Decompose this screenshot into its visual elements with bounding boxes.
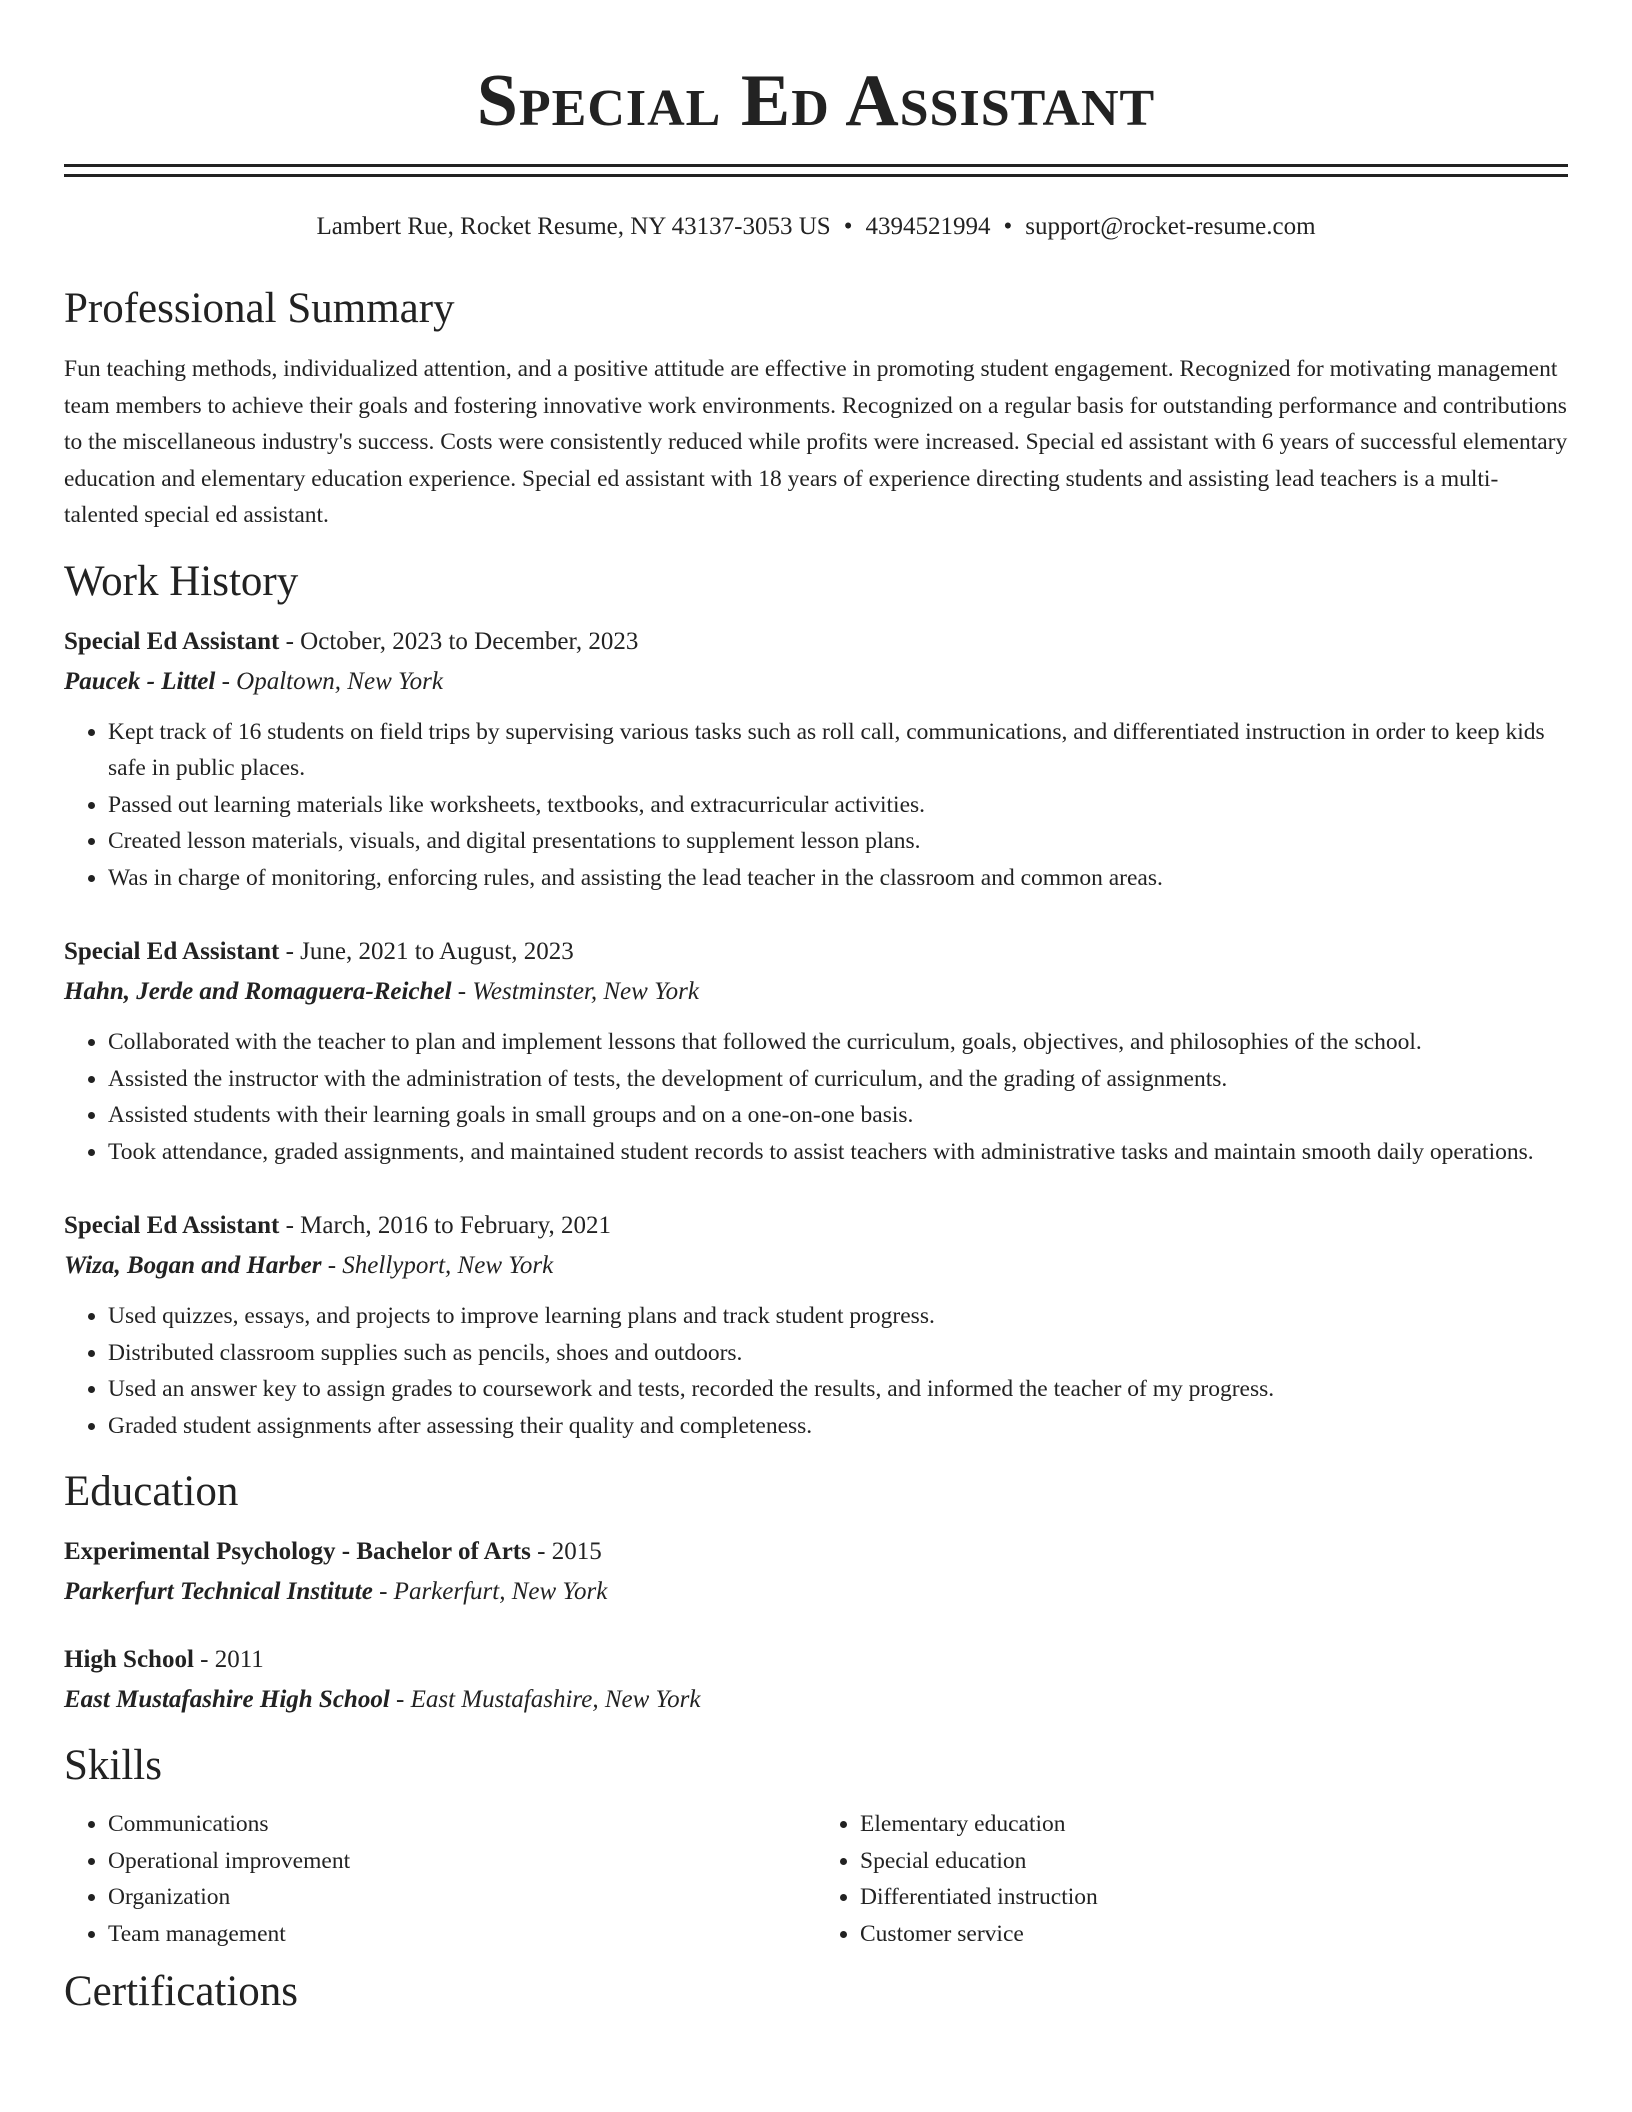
contact-separator: • — [843, 213, 853, 240]
dash: - — [451, 978, 473, 1005]
job-employer — [64, 662, 1568, 702]
section-title-certifications: Certifications — [64, 1968, 299, 2015]
job-employer — [64, 972, 1568, 1012]
summary-text: Fun teaching methods, individualized attention, and a positive attitude are effective in promoting student engagement. Recognized for motivating management team members to achieve their goals and fostering innovative work environments. Recognized on a regular basis for outstanding performance and contributions to the miscellaneous industry's success. Costs were consistently reduced while profits were increased. Special ed assistant with 6 years of successful elementary education and elementary education experience. Special ed assistant with 18 years of experience directing students and assisting lead teachers is a multi-talented special ed assistant. — [64, 356, 1568, 528]
job-bullets — [64, 1024, 1568, 1170]
job-role: Special Ed Assistant — [64, 938, 280, 965]
contact-separator: • — [1003, 213, 1013, 240]
job-employer — [64, 1246, 1568, 1286]
education-header — [64, 1532, 1568, 1572]
education-school: East Mustafashire High School — [64, 1686, 390, 1713]
job-header — [64, 932, 1568, 972]
dash: - — [215, 667, 237, 695]
header-rule-top — [64, 164, 1568, 167]
list-item: • Graded student assignments after assessing their quality and completeness. — [108, 1408, 1568, 1445]
list-item: • Was in charge of monitoring, enforcing rules, and assisting the lead teacher in the classroom and common areas. — [108, 860, 1568, 897]
education-school: Parkerfurt Technical Institute — [64, 1578, 373, 1605]
list-item: • Took attendance, graded assignments, and maintained student records to assist teachers with administrative tasks and maintain smooth daily operations. — [108, 1134, 1568, 1171]
candidate-name: Special Ed Assistant — [476, 60, 1156, 142]
job-bullets — [64, 714, 1568, 897]
list-item: • Assisted the instructor with the administration of tests, the development of curriculum, and the grading of assignments. — [108, 1061, 1568, 1098]
education-school-line — [64, 1680, 1568, 1720]
dash: - — [279, 627, 301, 655]
dash: - — [279, 938, 301, 965]
education-school-line — [64, 1572, 1568, 1612]
job-company: Wiza, Bogan and Harber — [64, 1252, 322, 1279]
education-location: Parkerfurt, New York — [393, 1578, 608, 1605]
section-title-education: Education — [64, 1468, 239, 1515]
job-role: Special Ed Assistant — [64, 627, 280, 655]
job-location: Westminster, New York — [472, 978, 700, 1005]
job-company: Paucek - Littel — [64, 667, 216, 695]
dash: - — [279, 1212, 301, 1239]
list-item: • Created lesson materials, visuals, and digital presentations to supplement lesson plans. — [108, 823, 1568, 860]
job-bullets — [64, 1298, 1568, 1444]
section-title-work-history: Work History — [64, 557, 299, 605]
dash: - — [389, 1686, 411, 1713]
list-item: • Organization — [108, 1879, 816, 1916]
job-dates: June, 2021 to August, 2023 — [300, 938, 574, 965]
job-location: Opaltown, New York — [236, 667, 443, 695]
education-year: 2015 — [551, 1538, 602, 1565]
job-company: Hahn, Jerde and Romaguera-Reichel — [64, 978, 452, 1005]
job-entry — [64, 622, 1568, 897]
header-rule-bottom — [64, 174, 1568, 177]
education-degree: Experimental Psychology - Bachelor of Arts — [64, 1538, 531, 1565]
dash: - — [372, 1578, 394, 1605]
education-header — [64, 1640, 1568, 1680]
skills-list-right — [816, 1806, 1568, 1952]
contact-line — [64, 211, 1568, 243]
list-item: • Used an answer key to assign grades to coursework and tests, recorded the results, and informed the teacher of my progress. — [108, 1371, 1568, 1408]
list-item: • Customer service — [860, 1916, 1568, 1953]
dash: - — [193, 1646, 215, 1673]
list-item: • Used quizzes, essays, and projects to improve learning plans and track student progress. — [108, 1298, 1568, 1335]
job-role: Special Ed Assistant — [64, 1212, 280, 1239]
education-entry — [64, 1532, 1568, 1612]
list-item: • Distributed classroom supplies such as pencils, shoes and outdoors. — [108, 1335, 1568, 1372]
contact-phone: 4394521994 — [865, 213, 991, 240]
skills-list-left — [64, 1806, 816, 1952]
list-item: • Collaborated with the teacher to plan and implement lessons that followed the curriculum, goals, objectives, and philosophies of the school. — [108, 1024, 1568, 1061]
list-item: • Kept track of 16 students on field trips by supervising various tasks such as roll call, communications, and differentiated instruction in order to keep kids safe in public places. — [108, 714, 1568, 787]
education-year: 2011 — [214, 1646, 264, 1673]
contact-email: support@rocket-resume.com — [1025, 213, 1316, 240]
list-item: • Special education — [860, 1843, 1568, 1880]
contact-address: Lambert Rue, Rocket Resume, NY 43137-3053 US — [316, 213, 831, 240]
section-title-summary: Professional Summary — [64, 285, 455, 332]
dash: - — [321, 1252, 343, 1279]
skills-grid — [64, 1806, 1568, 1952]
job-entry — [64, 932, 1568, 1170]
list-item: • Operational improvement — [108, 1843, 816, 1880]
list-item: • Passed out learning materials like worksheets, textbooks, and extracurricular activities. — [108, 787, 1568, 824]
education-degree: High School — [64, 1646, 194, 1673]
job-dates: October, 2023 to December, 2023 — [300, 627, 639, 655]
list-item: • Elementary education — [860, 1806, 1568, 1843]
list-item: • Communications — [108, 1806, 816, 1843]
job-header — [64, 1206, 1568, 1246]
job-entry — [64, 1206, 1568, 1444]
education-location: East Mustafashire, New York — [410, 1686, 701, 1713]
education-entry — [64, 1640, 1568, 1720]
list-item: • Differentiated instruction — [860, 1879, 1568, 1916]
job-location: Shellyport, New York — [342, 1252, 554, 1279]
section-title-skills: Skills — [64, 1742, 162, 1789]
job-header — [64, 622, 1568, 662]
list-item: • Assisted students with their learning goals in small groups and on a one-on-one basis. — [108, 1097, 1568, 1134]
job-dates: March, 2016 to February, 2021 — [300, 1212, 611, 1239]
list-item: • Team management — [108, 1916, 816, 1953]
dash: - — [530, 1538, 552, 1565]
